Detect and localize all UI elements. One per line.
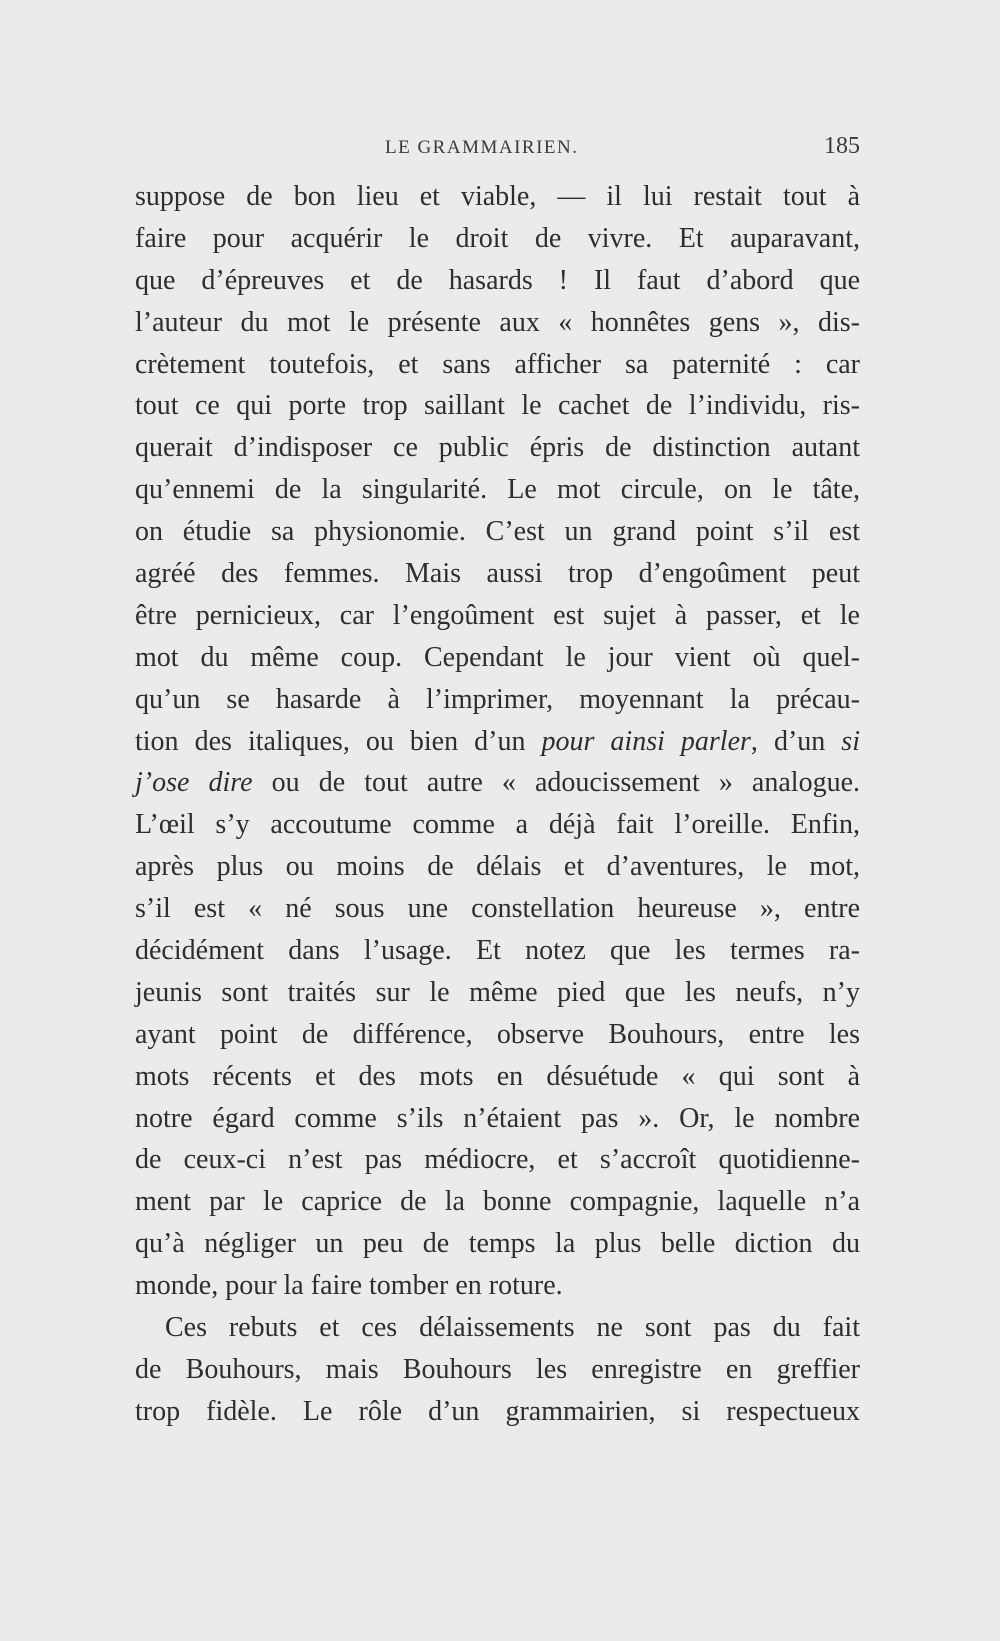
text-run: tion des italiques, ou bien d’un (135, 725, 542, 757)
text-line: ayant point de différence, observe Bouhours, entre les (135, 1018, 860, 1050)
italic-run: pour ainsi parler (541, 725, 751, 757)
page-header (135, 133, 860, 163)
body-text (135, 176, 860, 1433)
running-title: LE GRAMMAIRIEN. (385, 137, 579, 158)
text-line: qu’un se hasarde à l’imprimer, moyennant la précau- (135, 683, 860, 715)
text-line: s’il est « né sous une constellation heureuse », entre (135, 893, 860, 925)
text-line: trop fidèle. Le rôle d’un grammairien, si respectueux (135, 1395, 860, 1427)
text-line: querait d’indisposer ce public épris de distinction autant (135, 432, 860, 464)
italic-run: si (841, 725, 860, 757)
paragraph (135, 1307, 860, 1433)
text-line: ment par le caprice de la bonne compagnie, laquelle n’a (135, 1186, 860, 1218)
text-line: agréé des femmes. Mais aussi trop d’engoûment peut (135, 558, 860, 590)
text-line: l’auteur du mot le présente aux « honnêtes gens », dis- (135, 306, 860, 338)
text-line: décidément dans l’usage. Et notez que les termes ra- (135, 935, 860, 967)
text-line: tout ce qui porte trop saillant le cachet de l’individu, ris- (135, 390, 860, 422)
text-line: après plus ou moins de délais et d’aventures, le mot, (135, 851, 860, 883)
text-run: ou de tout autre « adoucissement » analogue. (252, 767, 860, 799)
paragraph (135, 176, 860, 1307)
text-line: monde, pour la faire tomber en roture. (135, 1270, 563, 1302)
text-line: suppose de bon lieu et viable, — il lui restait tout à (135, 181, 860, 212)
text-line: jeunis sont traités sur le même pied que les neufs, n’y (135, 976, 860, 1008)
text-run: , d’un (750, 725, 842, 757)
text-line: crètement toutefois, et sans afficher sa paternité : car (135, 348, 860, 380)
text-line: être pernicieux, car l’engoûment est sujet à passer, et le (135, 599, 860, 631)
page-number: 185 (824, 133, 860, 159)
text-line: L’œil s’y accoutume comme a déjà fait l’oreille. Enfin, (135, 809, 860, 841)
text-line: de ceux-ci n’est pas médiocre, et s’accroît quotidienne- (135, 1144, 860, 1176)
text-line: qu’ennemi de la singularité. Le mot circule, on le tâte, (135, 474, 860, 506)
text-line: mots récents et des mots en désuétude « qui sont à (135, 1060, 860, 1092)
text-line: mot du même coup. Cependant le jour vient où quel- (135, 641, 860, 673)
text-line: on étudie sa physionomie. C’est un grand point s’il est (135, 516, 860, 548)
text-line (135, 762, 860, 804)
text-line: faire pour acquérir le droit de vivre. Et auparavant, (135, 222, 860, 254)
text-line: notre égard comme s’ils n’étaient pas ». Or, le nombre (135, 1102, 860, 1134)
text-line: de Bouhours, mais Bouhours les enregistre en greffier (135, 1353, 860, 1385)
text-line: Ces rebuts et ces délaissements ne sont pas du fait (165, 1312, 860, 1344)
text-line: qu’à négliger un peu de temps la plus belle diction du (135, 1228, 860, 1260)
text-line (135, 721, 860, 763)
italic-run: j’ose dire (135, 767, 253, 799)
text-line: que d’épreuves et de hasards ! Il faut d’abord que (135, 264, 860, 296)
